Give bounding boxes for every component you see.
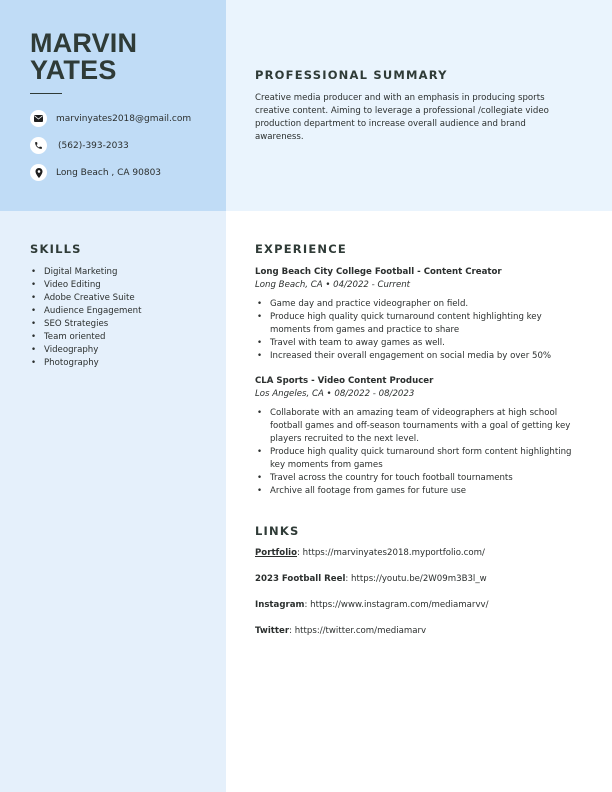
- job-bullet: • Collaborate with an amazing team of videographers at high school football games and off-season tournaments with a goal of getting key players recruited to the next level.: [255, 407, 575, 446]
- job-bullet: • Increased their overall engagement on social media by over 50%: [255, 350, 575, 363]
- skills-list: [30, 266, 141, 370]
- job-bullet: • Travel across the country for touch football tournaments: [255, 472, 575, 485]
- experience-heading: EXPERIENCE: [255, 242, 347, 256]
- link-label[interactable]: Portfolio: [255, 548, 297, 558]
- job-bullets: [255, 407, 575, 498]
- contact-phone[interactable]: [30, 137, 129, 154]
- location-pin-icon: [30, 164, 47, 181]
- location-text: Long Beach , CA 90803: [56, 167, 162, 178]
- link-portfolio[interactable]: Portfolio: https://marvinyates2018.myportfolio.com/: [255, 548, 485, 558]
- phone-icon: [30, 137, 47, 154]
- link-football-reel[interactable]: 2023 Football Reel: https://youtu.be/2W09m3B3l_w: [255, 574, 487, 584]
- skill-item: • Photography: [30, 357, 141, 370]
- skill-item: • Adobe Creative Suite: [30, 292, 141, 305]
- link-url[interactable]: https://marvinyates2018.myportfolio.com/: [302, 548, 485, 558]
- contact-location: [30, 164, 161, 181]
- email-text: marvinyates2018@gmail.com: [56, 113, 192, 124]
- skill-item: • Team oriented: [30, 331, 141, 344]
- link-instagram[interactable]: Instagram: https://www.instagram.com/mediamarvv/: [255, 600, 489, 610]
- skill-item: • Videography: [30, 344, 141, 357]
- job-title: Long Beach City College Football - Content Creator: [255, 267, 502, 277]
- skills-heading: SKILLS: [30, 242, 82, 256]
- candidate-name: [30, 30, 137, 84]
- last-name: YATES: [30, 55, 117, 85]
- first-name: MARVIN: [30, 28, 138, 58]
- job-bullets: [255, 298, 575, 363]
- link-url[interactable]: https://twitter.com/mediamarv: [294, 626, 427, 636]
- phone-text: (562)-393-2033: [58, 140, 129, 151]
- link-label: Twitter: [255, 626, 290, 636]
- job-meta: Long Beach, CA • 04/2022 - Current: [255, 280, 411, 290]
- mail-icon: [30, 110, 47, 127]
- skill-item: • Video Editing: [30, 279, 141, 292]
- skill-item: • Audience Engagement: [30, 305, 141, 318]
- link-url[interactable]: https://www.instagram.com/mediamarvv/: [310, 600, 489, 610]
- link-label: 2023 Football Reel: [255, 574, 346, 584]
- skill-item: • SEO Strategies: [30, 318, 141, 331]
- summary-text: Creative media producer and with an emphasis in producing sports creative content. Aiming to leverage a professional /collegiate video production department to increase overall audience and brand awareness.: [255, 93, 549, 142]
- job-title: CLA Sports - Video Content Producer: [255, 376, 434, 386]
- link-label: Instagram: [255, 600, 305, 610]
- job-bullet: • Game day and practice videographer on field.: [255, 298, 575, 311]
- name-divider: [30, 93, 62, 94]
- link-url[interactable]: https://youtu.be/2W09m3B3l_w: [351, 574, 487, 584]
- job-bullet: • Produce high quality quick turnaround content highlighting key moments from games and practice to share: [255, 311, 575, 337]
- job-meta: Los Angeles, CA • 08/2022 - 08/2023: [255, 389, 415, 399]
- link-twitter[interactable]: Twitter: https://twitter.com/mediamarv: [255, 626, 427, 636]
- job-bullet: • Archive all footage from games for future use: [255, 485, 575, 498]
- summary-heading: PROFESSIONAL SUMMARY: [255, 68, 448, 82]
- job-bullet: • Travel with team to away games as well.: [255, 337, 575, 350]
- contact-email[interactable]: [30, 110, 191, 127]
- links-heading: LINKS: [255, 524, 300, 538]
- job-bullet: • Produce high quality quick turnaround short form content highlighting key moments from games: [255, 446, 575, 472]
- skill-item: • Digital Marketing: [30, 266, 141, 279]
